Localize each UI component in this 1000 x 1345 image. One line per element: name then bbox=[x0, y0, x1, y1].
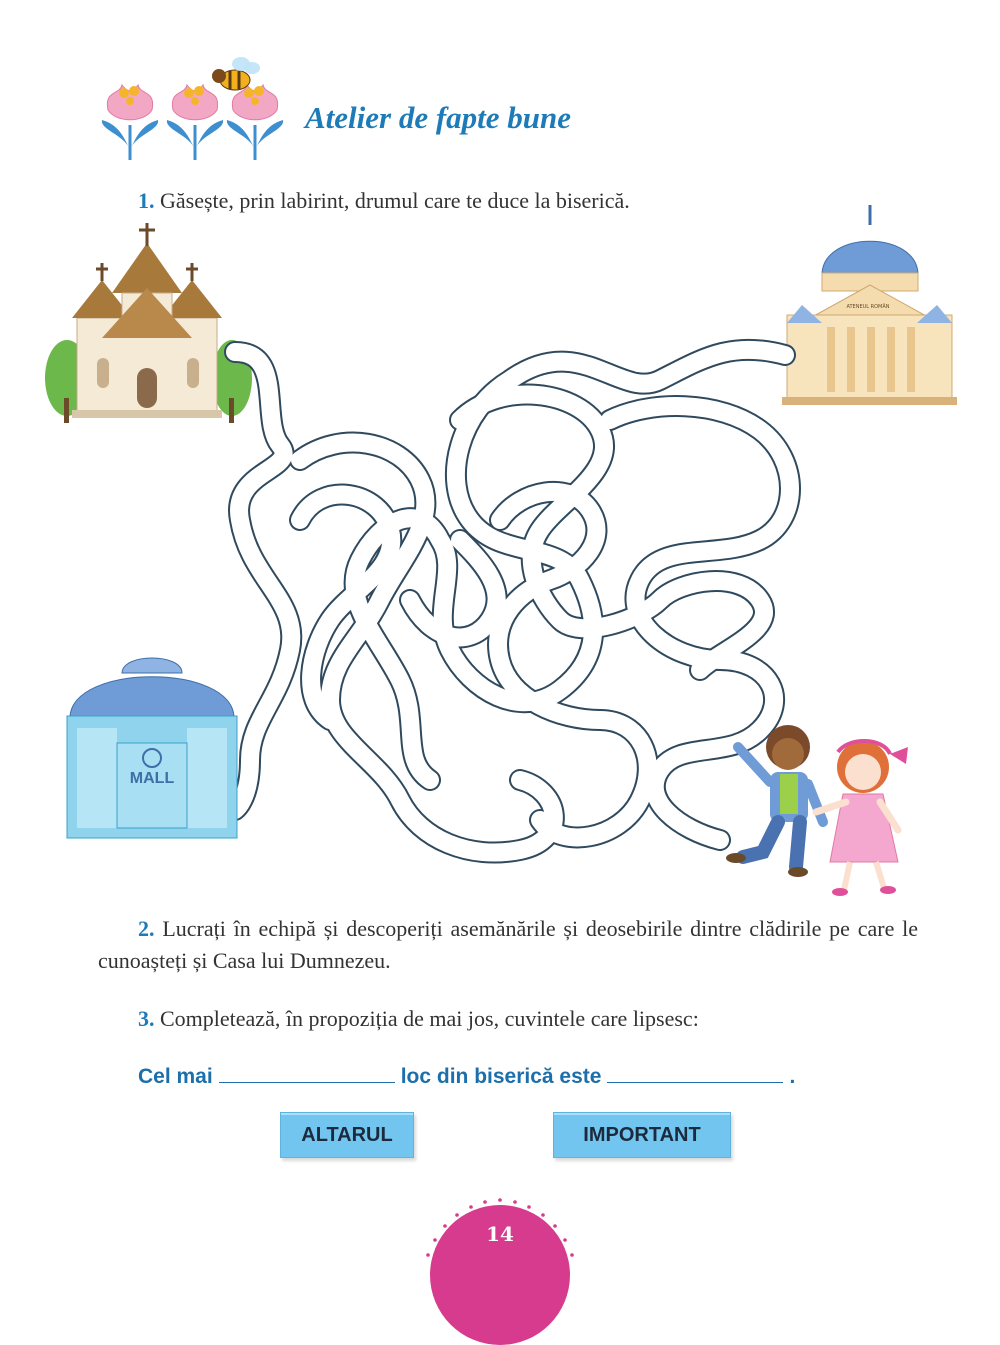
exercise-2-number: 2. bbox=[138, 916, 155, 941]
sentence-part-3: . bbox=[789, 1065, 796, 1088]
exercise-1-number: 1. bbox=[138, 188, 155, 213]
exercise-1-text: Găsește, prin labirint, drumul care te duce la biserică. bbox=[160, 188, 630, 213]
exercise-3-text: Completează, în propoziția de mai jos, cuvintele care lipsesc: bbox=[160, 1006, 699, 1031]
blank-2[interactable] bbox=[607, 1064, 783, 1083]
fill-in-sentence bbox=[138, 1064, 795, 1089]
sentence-part-1: Cel mai bbox=[138, 1065, 213, 1088]
word-card-important[interactable]: IMPORTANT bbox=[553, 1112, 731, 1158]
boy bbox=[726, 725, 823, 877]
mall-illustration bbox=[62, 648, 242, 843]
exercise-2-text: Lucrați în echipă și descoperiți asemănările și deosebirile dintre clădirile pe care le cunoașteți și Casa lui Dumnezeu. bbox=[98, 916, 919, 973]
girl bbox=[816, 741, 908, 896]
page-title: Atelier de fapte bune bbox=[305, 100, 572, 135]
word-card-altarul[interactable]: ALTARUL bbox=[280, 1112, 414, 1158]
children-illustration bbox=[718, 712, 938, 902]
exercise-3-number: 3. bbox=[138, 1006, 155, 1031]
athenaeum-sign: ATENEUL ROMÂN bbox=[846, 304, 890, 310]
mall-sign: MALL bbox=[129, 770, 175, 787]
page-number: 14 bbox=[486, 1222, 514, 1246]
blank-1[interactable] bbox=[219, 1064, 395, 1083]
exercise-3 bbox=[138, 1003, 699, 1035]
exercise-2 bbox=[98, 913, 918, 977]
sentence-part-2: loc din biserică este bbox=[400, 1065, 602, 1088]
